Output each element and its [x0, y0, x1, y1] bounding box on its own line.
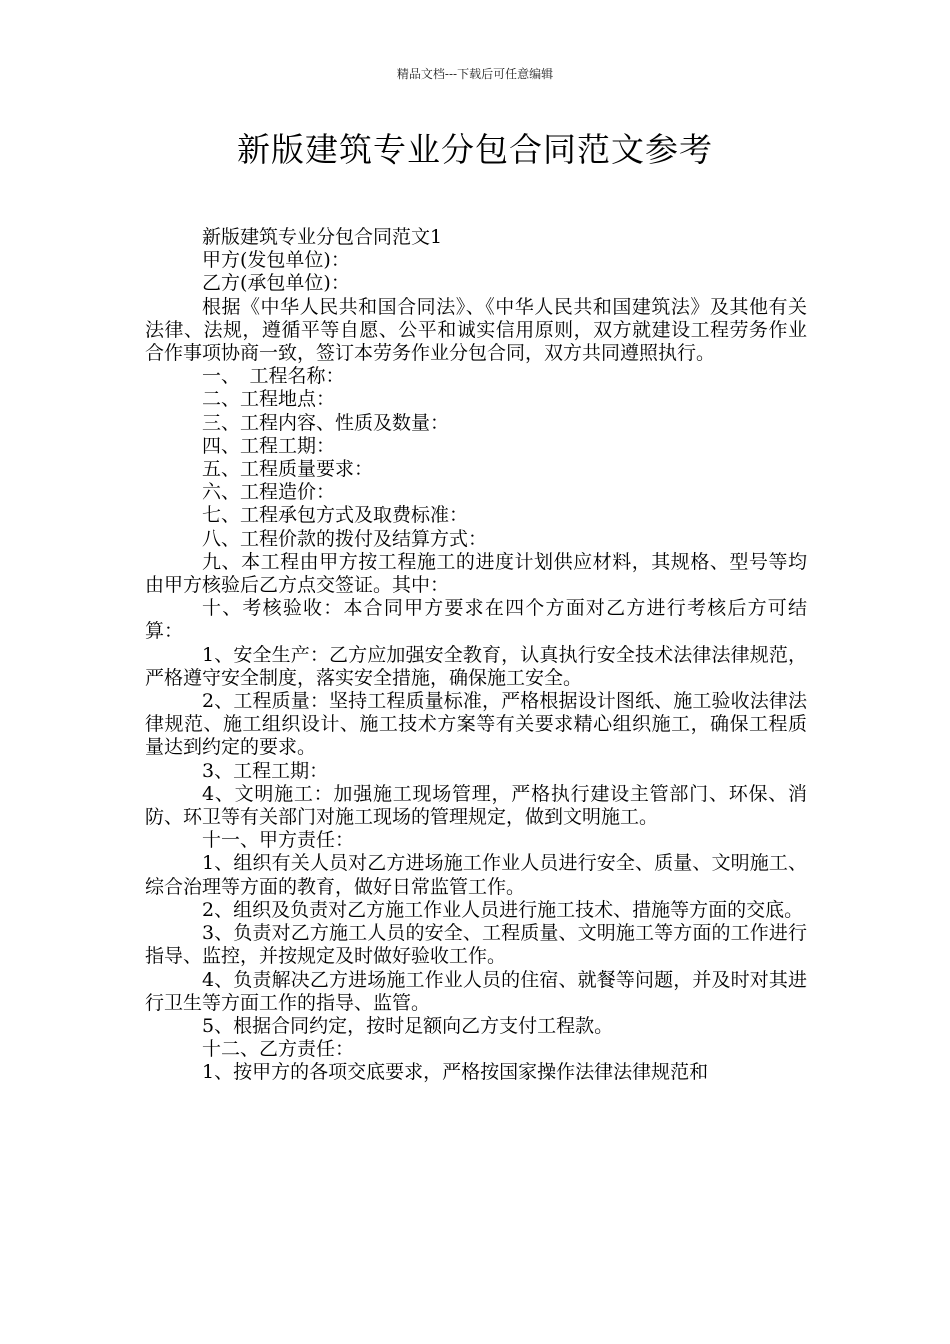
body-paragraph: 1、组织有关人员对乙方进场施工作业人员进行安全、质量、文明施工、综合治理等方面的教育，做好日常监管工作。: [145, 852, 807, 898]
body-paragraph: 十二、乙方责任：: [202, 1038, 355, 1061]
body-paragraph: 5、根据合同约定，按时足额向乙方支付工程款。: [202, 1014, 614, 1037]
body-paragraph: 4、文明施工：加强施工现场管理，严格执行建设主管部门、环保、消防、环卫等有关部门对施工现场的管理规定，做到文明施工。: [145, 782, 807, 829]
body-paragraph: 五、工程质量要求：: [202, 458, 374, 481]
document-title: 新版建筑专业分包合同范文参考: [237, 130, 713, 169]
body-paragraph: 1、安全生产：乙方应加强安全教育，认真执行安全技术法律法律规范，严格遵守安全制度，落实安全措施，确保施工安全。: [145, 643, 807, 689]
body-paragraph: 4、负责解决乙方进场施工作业人员的住宿、就餐等问题，并及时对其进行卫生等方面工作的指导、监管。: [145, 968, 807, 1014]
body-paragraph: 七、工程承包方式及取费标准：: [202, 504, 469, 527]
body-paragraph: 根据《中华人民共和国合同法》、《中华人民共和国建筑法》及其他有关法律、法规，遵循平等自愿、公平和诚实信用原则，双方就建设工程劳务作业合作事项协商一致，签订本劳务作业分包合同，双方共同遵照执行。: [145, 295, 807, 365]
body-paragraph: 3、工程工期：: [202, 759, 329, 782]
body-paragraph: 一、 工程名称：: [202, 365, 345, 388]
body-paragraph: 2、工程质量：坚持工程质量标准，严格根据设计图纸、施工验收法律法律规范、施工组织设计、施工技术方案等有关要求精心组织施工，确保工程质量达到约定的要求。: [145, 690, 807, 759]
body-paragraph: 四、工程工期：: [202, 434, 336, 457]
body-paragraph: 甲方(发包单位)：: [202, 249, 350, 272]
document-body: [145, 226, 807, 1085]
body-paragraph: 十一、甲方责任：: [202, 829, 355, 852]
page-header-note: 精品文档---下载后可任意编辑: [396, 67, 554, 81]
body-paragraph: 乙方(承包单位)：: [202, 272, 350, 295]
body-paragraph: 3、负责对乙方施工人员的安全、工程质量、文明施工等方面的工作进行指导、监控，并按规定及时做好验收工作。: [145, 922, 807, 968]
body-paragraph: 二、工程地点：: [202, 388, 336, 411]
body-paragraph: 六、工程造价：: [202, 481, 336, 504]
body-paragraph: 2、组织及负责对乙方施工作业人员进行施工技术、措施等方面的交底。: [202, 898, 804, 921]
body-paragraph: 九、本工程由甲方按工程施工的进度计划供应材料，其规格、型号等均由甲方核验后乙方点交签证。其中：: [145, 550, 807, 597]
body-paragraph: 八、工程价款的拨付及结算方式：: [202, 527, 488, 550]
body-paragraph: 1、按甲方的各项交底要求，严格按国家操作法律法律规范和: [202, 1061, 709, 1084]
body-paragraph: 十、考核验收：本合同甲方要求在四个方面对乙方进行考核后方可结算：: [145, 597, 807, 643]
body-paragraph: 三、工程内容、性质及数量：: [202, 411, 450, 434]
body-paragraph: 新版建筑专业分包合同范文1: [202, 226, 443, 248]
